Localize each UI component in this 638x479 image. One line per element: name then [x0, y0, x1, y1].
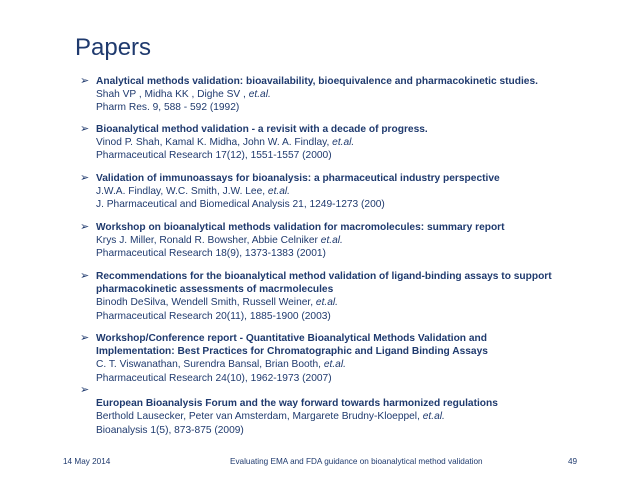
paper-authors: Berthold Lausecker, Peter van Amsterdam, Margarete Brudny-Kloeppel, et.al.: [96, 411, 445, 423]
paper-title: Validation of immunoassays for bioanalysis: a pharmaceutical industry perspective: [96, 173, 500, 184]
paper-citation: Pharm Res. 9, 588 - 592 (1992): [96, 102, 240, 114]
page-title: Papers: [75, 34, 152, 61]
arrow-bullet-icon: ➢: [80, 75, 90, 87]
list-item: [80, 123, 600, 163]
paper-title: Analytical methods validation: bioavailability, bioequivalence and pharmacokinetic studies.: [96, 76, 538, 87]
paper-title: European Bioanalysis Forum and the way forward towards harmonized regulations: [96, 398, 498, 410]
arrow-bullet-icon: ➢: [80, 123, 90, 135]
paper-citation: J. Pharmaceutical and Biomedical Analysis 21, 1249-1273 (200): [96, 199, 385, 211]
paper-authors: Shah VP , Midha KK , Dighe SV , et.al.: [96, 89, 271, 101]
list-item: [80, 75, 600, 115]
paper-citation: Pharmaceutical Research 24(10), 1962-1973 (2007): [96, 372, 332, 384]
paper-title: Recommendations for the bioanalytical method validation of ligand-binding assays to support: [96, 271, 552, 282]
paper-title: Workshop/Conference report - Quantitative Bioanalytical Methods Validation and: [96, 333, 487, 344]
paper-authors: C. T. Viswanathan, Surendra Bansal, Brian Booth, et.al.: [96, 359, 346, 371]
paper-citation: Pharmaceutical Research 20(11), 1885-1900 (2003): [96, 310, 331, 322]
list-item: [80, 332, 600, 385]
paper-citation: Bioanalysis 1(5), 873-875 (2009): [96, 424, 244, 436]
footer-page-number: 49: [568, 457, 578, 466]
paper-authors: Vinod P. Shah, Kamal K. Midha, John W. A. Findlay, et.al.: [96, 137, 355, 149]
paper-authors: Binodh DeSilva, Wendell Smith, Russell Weiner, et.al.: [96, 297, 338, 309]
paper-title: Workshop on bioanalytical methods validation for macromolecules: summary report: [96, 222, 505, 233]
list-item: [80, 270, 600, 323]
list-item: [80, 384, 600, 437]
paper-title-line-2: pharmacokinetic assessments of macrmolecules: [96, 284, 334, 296]
paper-authors: J.W.A. Findlay, W.C. Smith, J.W. Lee, et.al.: [96, 186, 291, 198]
paper-title-blank-line: [96, 384, 600, 397]
paper-title-line-2: Implementation: Best Practices for Chromatographic and Ligand Binding Assays: [96, 346, 488, 358]
arrow-bullet-icon: ➢: [80, 221, 90, 233]
arrow-bullet-icon: ➢: [80, 270, 90, 282]
paper-citation: Pharmaceutical Research 17(12), 1551-1557 (2000): [96, 150, 332, 162]
arrow-bullet-icon: ➢: [80, 332, 90, 344]
paper-title: Bioanalytical method validation - a revisit with a decade of progress.: [96, 124, 428, 135]
footer-caption: Evaluating EMA and FDA guidance on bioanalytical method validation: [230, 457, 483, 466]
footer-date: 14 May 2014: [63, 457, 111, 466]
paper-citation: Pharmaceutical Research 18(9), 1373-1383 (2001): [96, 248, 326, 260]
list-item: [80, 221, 600, 261]
arrow-bullet-icon: ➢: [80, 384, 90, 396]
paper-authors: Krys J. Miller, Ronald R. Bowsher, Abbie Celniker et.al.: [96, 235, 343, 247]
arrow-bullet-icon: ➢: [80, 172, 90, 184]
list-item: [80, 172, 600, 212]
